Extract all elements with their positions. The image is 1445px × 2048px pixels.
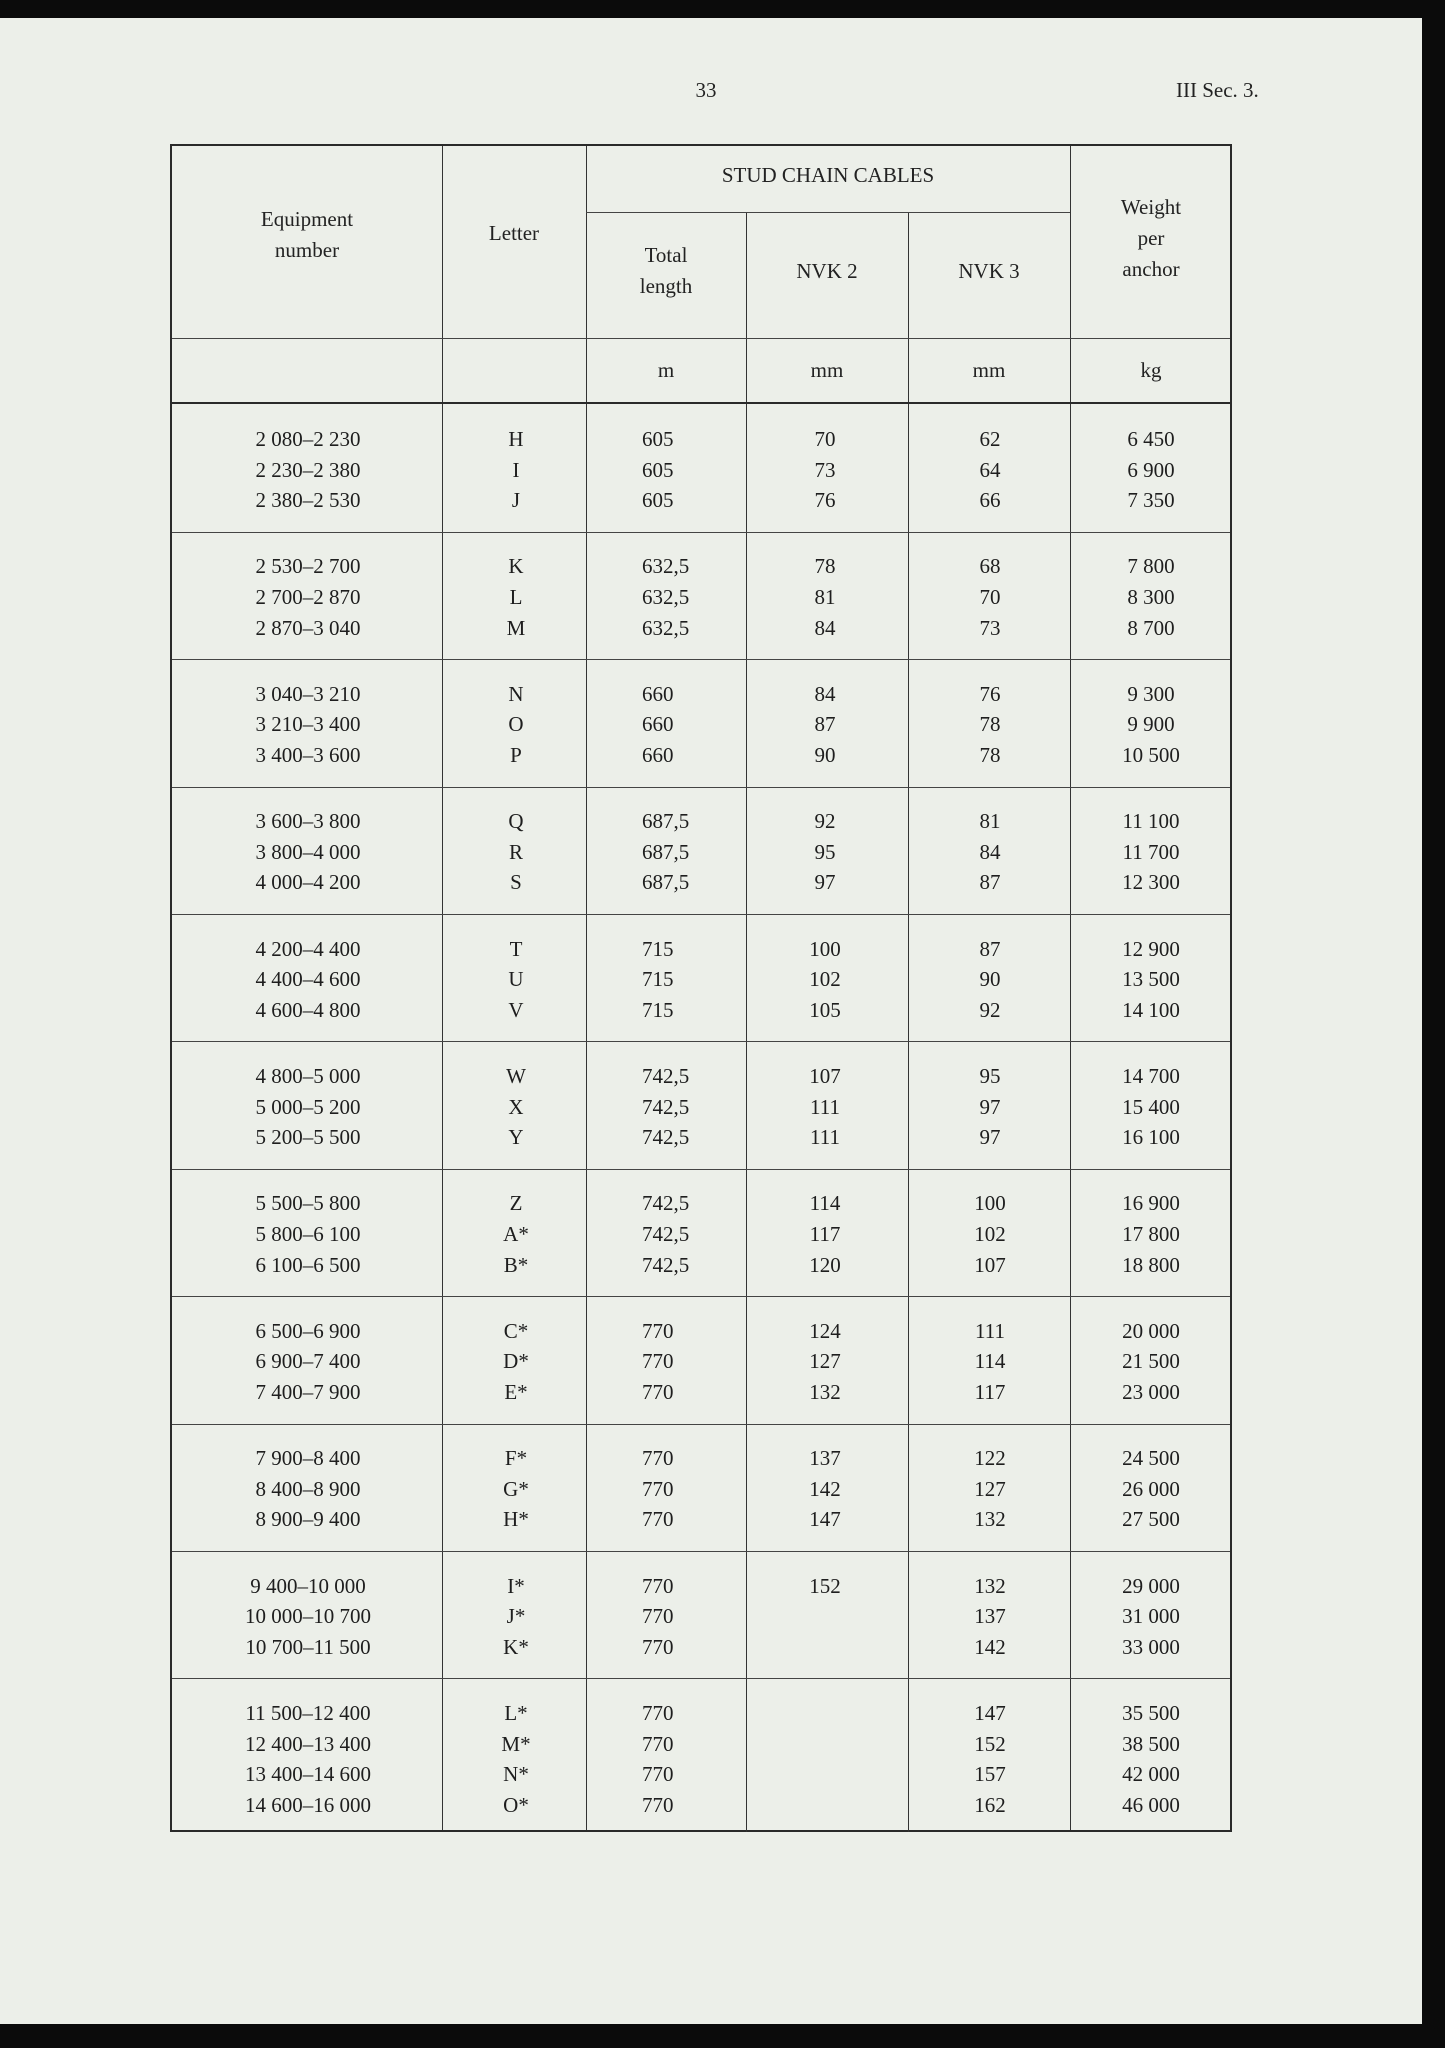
total-length-cell: 770	[642, 1792, 674, 1817]
header-stud-chain-cables: STUD CHAIN CABLES	[721, 163, 935, 187]
group-divider	[172, 1041, 1230, 1042]
weight-cell: 13 500	[1122, 967, 1180, 992]
weight-cell: 29 000	[1122, 1573, 1180, 1598]
equipment-number-cell: 3 400–3 600	[255, 743, 361, 767]
nvk3-cell: 137	[974, 1604, 1006, 1629]
weight-cell: 14 700	[1122, 1064, 1180, 1088]
letter-cell: H	[508, 427, 524, 451]
weight-cell: 6 900	[1127, 457, 1175, 482]
total-length-cell: 632,5	[642, 585, 690, 609]
nvk3-cell: 64	[979, 457, 1001, 482]
total-length-cell: 770	[642, 1446, 674, 1471]
header-nvk2: NVK 2	[796, 259, 858, 283]
page-number: 33	[695, 78, 717, 102]
group-divider	[172, 914, 1230, 915]
total-length-cell: 687,5	[642, 839, 690, 864]
nvk3-cell: 90	[979, 967, 1001, 992]
weight-cell: 26 000	[1122, 1476, 1180, 1501]
letter-cell: N	[508, 681, 524, 706]
weight-cell: 8 700	[1127, 615, 1175, 640]
table-row	[172, 1092, 1230, 1123]
total-length-cell: 742,5	[642, 1191, 690, 1216]
nvk3-cell: 122	[974, 1446, 1006, 1471]
equipment-number-cell: 4 400–4 600	[255, 967, 361, 992]
header-subrule	[586, 212, 1070, 213]
letter-cell: W	[506, 1064, 526, 1088]
table-row	[172, 1346, 1230, 1377]
letter-cell: O*	[503, 1792, 529, 1817]
equipment-number-cell: 14 600–16 000	[245, 1792, 371, 1817]
equipment-number-cell: 8 400–8 900	[255, 1476, 361, 1501]
nvk2-cell: 117	[809, 1222, 841, 1246]
total-length-cell: 770	[642, 1731, 674, 1756]
total-length-cell: 632,5	[642, 554, 690, 579]
nvk3-cell: 68	[979, 554, 1001, 579]
nvk2-cell: 102	[809, 967, 841, 992]
total-length-cell: 687,5	[642, 870, 690, 895]
nvk3-cell: 66	[979, 488, 1001, 513]
total-length-cell: 770	[642, 1634, 674, 1659]
equipment-number-cell: 5 000–5 200	[255, 1094, 361, 1119]
weight-cell: 31 000	[1122, 1604, 1180, 1629]
section-reference: III Sec. 3.	[1176, 78, 1259, 102]
group-divider	[172, 1169, 1230, 1170]
equipment-number-cell: 5 800–6 100	[255, 1222, 361, 1246]
nvk2-cell: 81	[814, 585, 836, 609]
table-row	[172, 1504, 1230, 1535]
table-row	[172, 1632, 1230, 1663]
header-equipment-number	[172, 204, 442, 266]
total-length-cell: 715	[642, 936, 674, 961]
total-length-cell: 715	[642, 997, 674, 1022]
letter-cell: N*	[503, 1762, 529, 1787]
table-row	[172, 424, 1230, 455]
total-length-cell: 605	[642, 488, 674, 513]
document-page	[0, 18, 1422, 2024]
nvk2-cell: 137	[809, 1446, 841, 1471]
equipment-number-cell: 6 500–6 900	[255, 1318, 361, 1343]
equipment-number-cell: 3 800–4 000	[255, 839, 361, 864]
weight-cell: 46 000	[1122, 1792, 1180, 1817]
nvk2-cell: 78	[814, 554, 836, 579]
letter-cell: U	[508, 967, 524, 992]
letter-cell: X	[508, 1094, 524, 1119]
header-weight-text: Weight per anchor	[1120, 195, 1182, 281]
letter-cell: Q	[508, 809, 524, 834]
nvk3-cell: 152	[974, 1731, 1006, 1756]
total-length-cell: 770	[642, 1604, 674, 1629]
weight-cell: 23 000	[1122, 1380, 1180, 1404]
table-row	[172, 740, 1230, 771]
table-row	[172, 455, 1230, 486]
total-length-cell: 770	[642, 1762, 674, 1787]
nvk3-cell: 111	[975, 1318, 1005, 1343]
header-letter: Letter	[488, 221, 540, 245]
nvk2-cell: 97	[814, 870, 836, 895]
weight-cell: 24 500	[1122, 1446, 1180, 1471]
header-rule	[172, 338, 1230, 339]
total-length-cell: 742,5	[642, 1125, 690, 1150]
table-row	[172, 709, 1230, 740]
table-row	[172, 1571, 1230, 1602]
total-length-cell: 770	[642, 1507, 674, 1532]
equipment-number-cell: 10 700–11 500	[245, 1634, 371, 1659]
nvk3-cell: 100	[974, 1191, 1006, 1216]
nvk2-cell: 111	[810, 1125, 840, 1150]
nvk2-cell: 70	[814, 427, 836, 451]
total-length-cell: 605	[642, 457, 674, 482]
letter-cell: Y	[508, 1125, 524, 1150]
group-divider	[172, 1678, 1230, 1679]
total-length-cell: 660	[642, 743, 674, 767]
total-length-cell: 742,5	[642, 1094, 690, 1119]
nvk3-cell: 62	[979, 427, 1001, 451]
weight-cell: 12 900	[1122, 936, 1180, 961]
nvk3-cell: 92	[979, 997, 1001, 1022]
nvk2-cell: 114	[809, 1191, 841, 1216]
table-row	[172, 964, 1230, 995]
weight-cell: 20 000	[1122, 1318, 1180, 1343]
nvk3-cell: 95	[979, 1064, 1001, 1088]
table-row	[172, 1188, 1230, 1219]
table-row	[172, 1759, 1230, 1790]
total-length-cell: 770	[642, 1318, 674, 1343]
weight-cell: 7 350	[1127, 488, 1175, 513]
total-length-cell: 770	[642, 1349, 674, 1374]
table-row	[172, 1250, 1230, 1281]
nvk2-cell: 95	[814, 839, 836, 864]
nvk3-cell: 84	[979, 839, 1001, 864]
table-row	[172, 1316, 1230, 1347]
nvk2-cell: 107	[809, 1064, 841, 1088]
letter-cell: O	[508, 712, 524, 737]
equipment-number-cell: 2 380–2 530	[255, 488, 361, 513]
table-row	[172, 1790, 1230, 1821]
equipment-number-cell: 9 400–10 000	[250, 1573, 366, 1598]
nvk3-cell: 162	[974, 1792, 1006, 1817]
letter-cell: J	[511, 488, 521, 513]
group-divider	[172, 1424, 1230, 1425]
weight-cell: 11 100	[1122, 809, 1180, 834]
weight-cell: 27 500	[1122, 1507, 1180, 1532]
table-row	[172, 1729, 1230, 1760]
equipment-number-cell: 2 530–2 700	[255, 554, 361, 579]
equipment-number-cell: 2 870–3 040	[255, 615, 361, 640]
equipment-number-cell: 4 800–5 000	[255, 1064, 361, 1088]
group-divider	[172, 787, 1230, 788]
letter-cell: L	[509, 585, 523, 609]
weight-cell: 14 100	[1122, 997, 1180, 1022]
weight-cell: 18 800	[1122, 1252, 1180, 1277]
letter-cell: E*	[504, 1380, 528, 1404]
nvk2-cell: 90	[814, 743, 836, 767]
total-length-cell: 742,5	[642, 1252, 690, 1277]
letter-cell: V	[508, 997, 524, 1022]
nvk2-cell: 76	[814, 488, 836, 513]
nvk2-cell: 132	[809, 1380, 841, 1404]
weight-cell: 10 500	[1122, 743, 1180, 767]
group-divider	[172, 1551, 1230, 1552]
total-length-cell: 770	[642, 1701, 674, 1725]
equipment-number-cell: 2 700–2 870	[255, 585, 361, 609]
weight-cell: 12 300	[1122, 870, 1180, 895]
header-weight-per-anchor	[1070, 192, 1232, 285]
letter-cell: M	[506, 615, 526, 640]
letter-cell: F*	[504, 1446, 528, 1471]
total-length-cell: 660	[642, 712, 674, 737]
weight-cell: 15 400	[1122, 1094, 1180, 1119]
header-total-length-text: Total length	[639, 243, 693, 298]
total-length-cell: 715	[642, 967, 674, 992]
group-divider	[172, 659, 1230, 660]
unit-nvk2: mm	[810, 358, 844, 382]
table-row	[172, 1698, 1230, 1729]
unit-total-length: m	[657, 358, 675, 382]
table-row	[172, 1219, 1230, 1250]
nvk2-cell: 100	[809, 936, 841, 961]
letter-cell: B*	[503, 1252, 529, 1277]
letter-cell: T	[509, 936, 523, 961]
table-row	[172, 837, 1230, 868]
letter-cell: P	[510, 743, 522, 767]
table-row	[172, 806, 1230, 837]
nvk2-cell: 142	[809, 1476, 841, 1501]
table-row	[172, 995, 1230, 1026]
table-row	[172, 934, 1230, 965]
equipment-number-cell: 6 100–6 500	[255, 1252, 361, 1277]
weight-cell: 42 000	[1122, 1762, 1180, 1787]
nvk2-cell: 92	[814, 809, 836, 834]
equipment-number-cell: 2 080–2 230	[255, 427, 361, 451]
table-row	[172, 867, 1230, 898]
letter-cell: K*	[503, 1634, 529, 1659]
equipment-number-cell: 7 900–8 400	[255, 1446, 361, 1471]
nvk2-cell: 87	[814, 712, 836, 737]
total-length-cell: 605	[642, 427, 674, 451]
equipment-number-cell: 3 210–3 400	[255, 712, 361, 737]
nvk2-cell: 111	[810, 1094, 840, 1119]
nvk3-cell: 73	[979, 615, 1001, 640]
letter-cell: I	[512, 457, 520, 482]
table-row	[172, 1061, 1230, 1092]
table-row	[172, 1443, 1230, 1474]
equipment-number-cell: 13 400–14 600	[245, 1762, 371, 1787]
header-nvk3: NVK 3	[958, 259, 1020, 283]
nvk2-cell: 105	[809, 997, 841, 1022]
total-length-cell: 770	[642, 1573, 674, 1598]
equipment-number-cell: 2 230–2 380	[255, 457, 361, 482]
table-row	[172, 679, 1230, 710]
nvk2-cell: 73	[814, 457, 836, 482]
table-row	[172, 1601, 1230, 1632]
weight-cell: 35 500	[1122, 1701, 1180, 1725]
letter-cell: M*	[501, 1731, 531, 1756]
equipment-number-cell: 4 200–4 400	[255, 936, 361, 961]
table-row	[172, 1377, 1230, 1408]
weight-cell: 17 800	[1122, 1222, 1180, 1246]
table-row	[172, 1122, 1230, 1153]
nvk3-cell: 76	[979, 681, 1001, 706]
letter-cell: Z	[509, 1191, 523, 1216]
equipment-number-cell: 5 200–5 500	[255, 1125, 361, 1150]
weight-cell: 16 100	[1122, 1125, 1180, 1150]
stud-chain-cables-table	[170, 144, 1232, 1832]
nvk3-cell: 132	[974, 1573, 1006, 1598]
nvk3-cell: 157	[974, 1762, 1006, 1787]
nvk3-cell: 78	[979, 712, 1001, 737]
letter-cell: K	[508, 554, 524, 579]
total-length-cell: 742,5	[642, 1064, 690, 1088]
weight-cell: 11 700	[1122, 839, 1180, 864]
equipment-number-cell: 8 900–9 400	[255, 1507, 361, 1532]
total-length-cell: 660	[642, 681, 674, 706]
nvk3-cell: 70	[979, 585, 1001, 609]
weight-cell: 9 300	[1127, 681, 1175, 706]
nvk2-cell: 124	[809, 1318, 841, 1343]
total-length-cell: 632,5	[642, 615, 690, 640]
table-row	[172, 485, 1230, 516]
equipment-number-cell: 11 500–12 400	[245, 1701, 371, 1725]
nvk3-cell: 81	[979, 809, 1001, 834]
group-divider	[172, 532, 1230, 533]
weight-cell: 8 300	[1127, 585, 1175, 609]
equipment-number-cell: 12 400–13 400	[245, 1731, 371, 1756]
table-row	[172, 551, 1230, 582]
weight-cell: 7 800	[1127, 554, 1175, 579]
nvk3-cell: 97	[979, 1125, 1001, 1150]
letter-cell: C*	[503, 1318, 529, 1343]
equipment-number-cell: 3 600–3 800	[255, 809, 361, 834]
unit-weight: kg	[1140, 358, 1162, 382]
nvk3-cell: 114	[974, 1349, 1006, 1374]
weight-cell: 16 900	[1122, 1191, 1180, 1216]
nvk3-cell: 78	[979, 743, 1001, 767]
nvk2-cell: 147	[809, 1507, 841, 1532]
table-row	[172, 613, 1230, 644]
nvk3-cell: 87	[979, 936, 1001, 961]
nvk3-cell: 102	[974, 1222, 1006, 1246]
nvk3-cell: 87	[979, 870, 1001, 895]
units-rule	[172, 402, 1230, 404]
total-length-cell: 742,5	[642, 1222, 690, 1246]
equipment-number-cell: 4 000–4 200	[255, 870, 361, 895]
letter-cell: S	[510, 870, 522, 895]
equipment-number-cell: 10 000–10 700	[245, 1604, 371, 1629]
nvk2-cell: 84	[814, 615, 836, 640]
letter-cell: R	[508, 839, 523, 864]
weight-cell: 38 500	[1122, 1731, 1180, 1756]
letter-cell: I*	[507, 1573, 525, 1598]
letter-cell: J*	[506, 1604, 526, 1629]
letter-cell: D*	[503, 1349, 529, 1374]
header-total-length	[586, 240, 746, 302]
equipment-number-cell: 5 500–5 800	[255, 1191, 361, 1216]
equipment-number-cell: 6 900–7 400	[255, 1349, 361, 1374]
nvk3-cell: 142	[974, 1634, 1006, 1659]
weight-cell: 9 900	[1127, 712, 1175, 737]
nvk2-cell: 84	[814, 681, 836, 706]
letter-cell: H*	[503, 1507, 529, 1532]
nvk3-cell: 132	[974, 1507, 1006, 1532]
total-length-cell: 770	[642, 1380, 674, 1404]
nvk2-cell: 120	[809, 1252, 841, 1277]
letter-cell: G*	[503, 1476, 529, 1501]
table-row	[172, 582, 1230, 613]
nvk3-cell: 117	[974, 1380, 1006, 1404]
header-equipment-number-text: Equipment number	[260, 207, 354, 262]
nvk3-cell: 127	[974, 1476, 1006, 1501]
weight-cell: 21 500	[1122, 1349, 1180, 1374]
nvk3-cell: 97	[979, 1094, 1001, 1119]
nvk3-cell: 107	[974, 1252, 1006, 1277]
weight-cell: 6 450	[1127, 427, 1175, 451]
nvk2-cell: 127	[809, 1349, 841, 1374]
equipment-number-cell: 4 600–4 800	[255, 997, 361, 1022]
nvk3-cell: 147	[974, 1701, 1006, 1725]
equipment-number-cell: 3 040–3 210	[255, 681, 361, 706]
nvk2-cell: 152	[809, 1573, 841, 1598]
unit-nvk3: mm	[972, 358, 1006, 382]
total-length-cell: 770	[642, 1476, 674, 1501]
table-row	[172, 1474, 1230, 1505]
group-divider	[172, 1296, 1230, 1297]
letter-cell: A*	[503, 1222, 529, 1246]
letter-cell: L*	[504, 1701, 528, 1725]
equipment-number-cell: 7 400–7 900	[255, 1380, 361, 1404]
total-length-cell: 687,5	[642, 809, 690, 834]
weight-cell: 33 000	[1122, 1634, 1180, 1659]
